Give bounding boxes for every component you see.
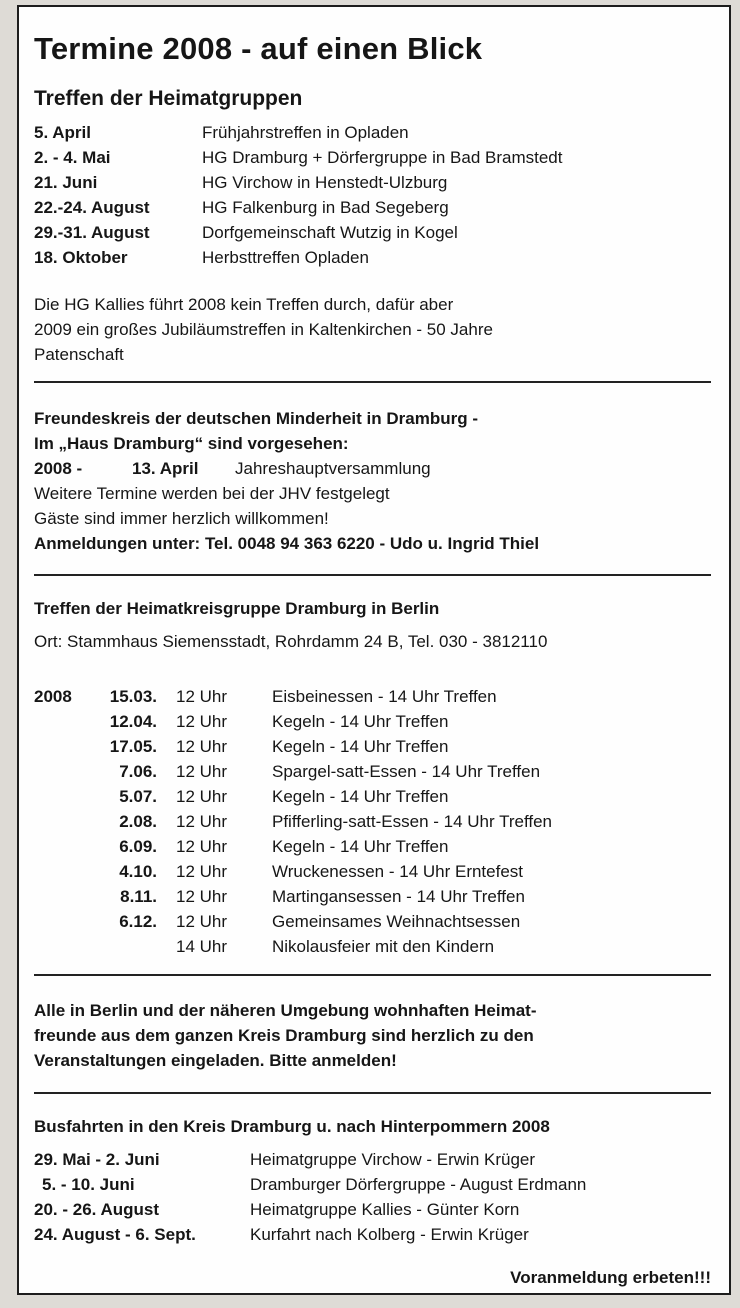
event-text: Jahreshauptversammlung: [235, 459, 431, 478]
invitation-line: freunde aus dem ganzen Kreis Dramburg sind herzlich zu den: [34, 1026, 534, 1045]
invitation-line: Veranstaltungen eingeladen. Bitte anmelden!: [34, 1051, 397, 1070]
schedule-time: 12 Uhr: [176, 862, 228, 881]
bus-section: [34, 1114, 711, 1139]
table-row: [34, 859, 711, 884]
event-date: 29.-31. August: [34, 223, 150, 242]
event-date: 5. April: [34, 123, 91, 142]
schedule-date: 6.09.: [119, 837, 157, 856]
trip-date: 29. Mai - 2. Juni: [34, 1150, 160, 1169]
berlin-heading: Treffen der Heimatkreisgruppe Dramburg in Berlin: [34, 599, 440, 618]
list-item: [34, 1222, 711, 1247]
info-line: Weitere Termine werden bei der JHV festgelegt: [34, 484, 390, 503]
event-text: HG Virchow in Henstedt-Ulzburg: [202, 173, 448, 192]
schedule-time: 12 Uhr: [176, 737, 228, 756]
heimatgruppen-list: [34, 120, 711, 270]
trip-text: Heimatgruppe Virchow - Erwin Krüger: [250, 1150, 536, 1169]
trip-text: Kurfahrt nach Kolberg - Erwin Krüger: [250, 1225, 529, 1244]
note-line: Patenschaft: [34, 345, 124, 364]
list-item: [34, 195, 711, 220]
berlin-section: [34, 596, 711, 654]
trip-text: Heimatgruppe Kallies - Günter Korn: [250, 1200, 520, 1219]
table-row: [34, 734, 711, 759]
table-row: [34, 684, 711, 709]
table-row: [34, 759, 711, 784]
list-item: [34, 220, 711, 245]
schedule-date: 6.12.: [119, 912, 157, 931]
event-date: 13. April: [132, 459, 199, 478]
event-text: HG Falkenburg in Bad Segeberg: [202, 198, 449, 217]
event-date: 18. Oktober: [34, 248, 128, 267]
schedule-year: 2008: [34, 687, 72, 706]
note-line: Die HG Kallies führt 2008 kein Treffen durch, dafür aber: [34, 295, 454, 314]
event-date: 22.-24. August: [34, 198, 150, 217]
schedule-event: Pfifferling-satt-Essen - 14 Uhr Treffen: [272, 812, 552, 831]
table-row: [34, 884, 711, 909]
schedule-time: 12 Uhr: [176, 687, 228, 706]
divider: [34, 974, 711, 976]
schedule-date: 7.06.: [119, 762, 157, 781]
schedule-date: 5.07.: [119, 787, 157, 806]
schedule-event: Eisbeinessen - 14 Uhr Treffen: [272, 687, 497, 706]
schedule-event: Nikolausfeier mit den Kindern: [272, 937, 495, 956]
schedule-event: Kegeln - 14 Uhr Treffen: [272, 712, 449, 731]
event-year: 2008 -: [34, 459, 83, 478]
bus-footer: Voranmeldung erbeten!!!: [510, 1268, 711, 1287]
schedule-time: 12 Uhr: [176, 912, 228, 931]
schedule-time: 12 Uhr: [176, 762, 228, 781]
event-text: Frühjahrstreffen in Opladen: [202, 123, 409, 142]
divider: [34, 381, 711, 383]
schedule-time: 12 Uhr: [176, 712, 228, 731]
divider: [34, 574, 711, 576]
list-item: [34, 245, 711, 270]
list-item: [34, 1147, 711, 1172]
invitation-line: Alle in Berlin und der näheren Umgebung wohnhaften Heimat-: [34, 1001, 537, 1020]
event-date: 2. - 4. Mai: [34, 148, 111, 167]
list-item: [34, 145, 711, 170]
schedule-event: Martingansessen - 14 Uhr Treffen: [272, 887, 525, 906]
schedule-box: [17, 5, 731, 1295]
freundeskreis-section: [34, 406, 711, 556]
schedule-event: Gemeinsames Weihnachtsessen: [272, 912, 521, 931]
note-line: 2009 ein großes Jubiläumstreffen in Kaltenkirchen - 50 Jahre: [34, 320, 493, 339]
heimatgruppen-note: [34, 292, 711, 367]
schedule-time: 12 Uhr: [176, 887, 228, 906]
berlin-location: Ort: Stammhaus Siemensstadt, Rohrdamm 24 B, Tel. 030 - 3812110: [34, 632, 548, 651]
trip-date: 5. - 10. Juni: [42, 1175, 135, 1194]
list-item: [34, 120, 711, 145]
invitation-text: [34, 998, 711, 1073]
event-text: Dorfgemeinschaft Wutzig in Kogel: [202, 223, 458, 242]
table-row: [34, 784, 711, 809]
schedule-date: 17.05.: [109, 737, 157, 756]
freundeskreis-event: [34, 456, 711, 481]
schedule-event: Kegeln - 14 Uhr Treffen: [272, 787, 449, 806]
trip-date: 24. August - 6. Sept.: [34, 1225, 196, 1244]
divider: [34, 1092, 711, 1094]
info-line: Gäste sind immer herzlich willkommen!: [34, 509, 329, 528]
bus-heading: Busfahrten in den Kreis Dramburg u. nach Hinterpommern 2008: [34, 1117, 550, 1136]
table-row: [34, 709, 711, 734]
schedule-time: 12 Uhr: [176, 837, 228, 856]
table-row: [34, 809, 711, 834]
schedule-time: 12 Uhr: [176, 787, 228, 806]
list-item: [34, 170, 711, 195]
list-item: [34, 1172, 711, 1197]
schedule-event: Spargel-satt-Essen - 14 Uhr Treffen: [272, 762, 541, 781]
trip-text: Dramburger Dörfergruppe - August Erdmann: [250, 1175, 587, 1194]
heimatgruppen-heading: Treffen der Heimatgruppen: [34, 87, 303, 110]
schedule-event: Kegeln - 14 Uhr Treffen: [272, 837, 449, 856]
freundeskreis-subheading: Im „Haus Dramburg“ sind vorgesehen:: [34, 434, 349, 453]
schedule-event: Kegeln - 14 Uhr Treffen: [272, 737, 449, 756]
contact-line: Anmeldungen unter: Tel. 0048 94 363 6220 - Udo u. Ingrid Thiel: [34, 534, 540, 553]
schedule-date: 2.08.: [119, 812, 157, 831]
table-row: [34, 909, 711, 934]
freundeskreis-heading: Freundeskreis der deutschen Minderheit in Dramburg -: [34, 409, 478, 428]
schedule-date: 8.11.: [120, 887, 157, 906]
trip-date: 20. - 26. August: [34, 1200, 160, 1219]
schedule-time: 12 Uhr: [176, 812, 228, 831]
schedule-time: 14 Uhr: [176, 937, 228, 956]
table-row: [34, 834, 711, 859]
schedule-date: 15.03.: [109, 687, 157, 706]
schedule-event: Wruckenessen - 14 Uhr Erntefest: [272, 862, 524, 881]
table-row: [34, 934, 711, 959]
schedule-date: 4.10.: [119, 862, 157, 881]
page-title: Termine 2008 - auf einen Blick: [34, 31, 483, 66]
list-item: [34, 1197, 711, 1222]
berlin-schedule: [34, 684, 711, 959]
event-text: HG Dramburg + Dörfergruppe in Bad Bramstedt: [202, 148, 563, 167]
bus-trips: [34, 1147, 711, 1247]
event-date: 21. Juni: [34, 173, 98, 192]
schedule-date: 12.04.: [109, 712, 157, 731]
event-text: Herbsttreffen Opladen: [202, 248, 369, 267]
